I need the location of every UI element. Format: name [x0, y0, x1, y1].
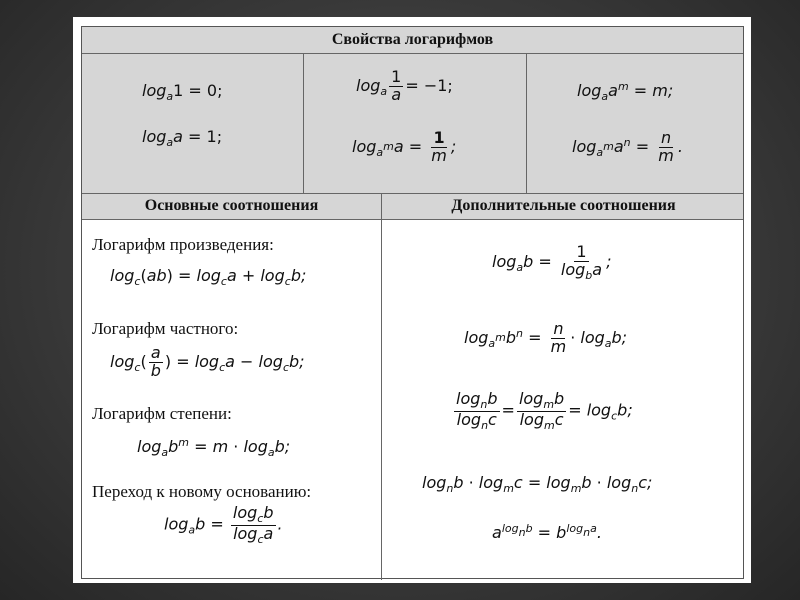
label-power: Логарифм степени: [92, 404, 232, 423]
col-divider [303, 53, 304, 193]
row-divider [82, 219, 743, 220]
formula-log-base-power: $\log_{a^m}a$ = $\frac{1}{m}$ ; [352, 128, 457, 165]
row-divider [82, 53, 743, 54]
formula-power: $\log_ab^m = m \cdot \log_ab$; [137, 436, 291, 459]
label-product: Логарифм произведения: [92, 235, 274, 254]
formula-ratio-of-logs: $\frac{\log_nb}{\log_nc}$ = $\frac{\log_mb}{\log_mc}$ = $\log_cb$; [456, 389, 633, 432]
formula-change-base: $\log_ab$ = $\frac{\log_cb}{\log_ca}$ . [164, 503, 283, 546]
formula-log-power-base-power: $\log_{a^m}a^n$ = $\frac{n}{m}$ . [572, 128, 683, 165]
formula-product: $\log_c(ab) = \log_ca + \log_cb$; [110, 266, 307, 288]
formula-power-base-and-argument: $\log_{a^m}b^n$ = $\frac{n}{m}$ · $\log_ab$; [464, 319, 628, 356]
formula-log-of-power-of-base: $\log_aa^m = m$; [577, 80, 674, 103]
col-divider [381, 193, 382, 580]
extra-header: Дополнительные соотношения [451, 197, 676, 214]
formula-swap-product: $\log_nb \cdot \log_mc = \log_mb \cdot \log_nc$; [422, 473, 653, 495]
formula-log-of-reciprocal: $\log_a$ $\frac{1}{a}$ = −1; [356, 67, 453, 104]
basic-header: Основные соотношения [144, 197, 319, 214]
label-change-base: Переход к новому основанию: [92, 482, 312, 501]
slide [73, 17, 751, 583]
properties-table [81, 26, 744, 579]
row-divider [82, 193, 743, 194]
table-title: Свойства логарифмов [331, 31, 494, 48]
col-divider [526, 53, 527, 193]
formula-exponent-swap: $a^{log_nb} = b^{log_na}$. [492, 522, 602, 542]
formula-reciprocal-swap: $\log_ab$ = $\frac{1}{\log_ba}$ ; [492, 242, 612, 282]
label-quotient: Логарифм частного: [92, 319, 239, 338]
formula-log-of-base: $\log_aa = 1$; [142, 127, 223, 149]
formula-log-of-one: $\log_a1 = 0$; [142, 81, 223, 103]
formula-quotient: $\log_c$( $\frac{a}{b}$ ) = $\log_ca - \log_cb$; [110, 343, 305, 380]
